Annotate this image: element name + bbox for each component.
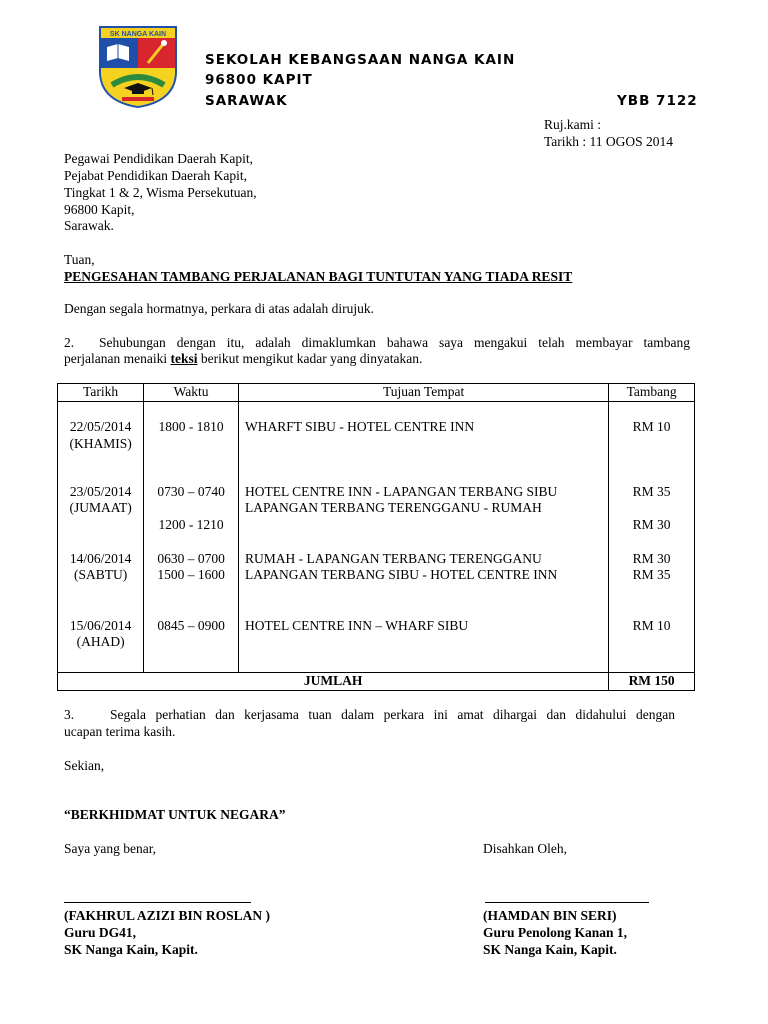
row-time: 1500 – 1600 bbox=[157, 567, 225, 582]
table-header-row bbox=[58, 384, 695, 402]
right-signatory-place: SK Nanga Kain, Kapit. bbox=[483, 942, 617, 957]
paragraph-1: Dengan segala hormatnya, perkara di atas adalah dirujuk. bbox=[64, 301, 374, 316]
row-time: 0630 – 0700 bbox=[157, 550, 225, 566]
row-fare: RM 35 bbox=[632, 567, 671, 582]
row-destination: RUMAH - LAPANGAN TERBANG TERENGGANU bbox=[244, 550, 542, 566]
row-destination: LAPANGAN TERBANG SIBU - HOTEL CENTRE INN bbox=[244, 567, 558, 582]
school-crest-logo bbox=[98, 25, 178, 109]
row-fare: RM 10 bbox=[632, 617, 671, 633]
row-time: 0730 – 0740 bbox=[157, 483, 225, 499]
row-fare: RM 30 bbox=[632, 550, 671, 566]
right-signatory-title: Guru Penolong Kanan 1, bbox=[483, 925, 628, 940]
closing: Sekian, bbox=[64, 758, 105, 773]
recipient-line: Sarawak. bbox=[64, 218, 114, 233]
header-tambang: Tambang bbox=[609, 384, 695, 402]
school-postcode-city: 96800 KAPIT bbox=[205, 72, 313, 88]
recipient-line: 96800 Kapit, bbox=[64, 202, 135, 217]
paragraph-2-number: 2. bbox=[64, 335, 75, 350]
header-waktu: Waktu bbox=[144, 384, 239, 402]
paragraph-2-line-1: Sehubungan dengan itu, adalah dimaklumkan bahawa saya mengakui telah membayar tambang bbox=[99, 335, 690, 350]
row-time: 1200 - 1210 bbox=[158, 516, 224, 532]
salutation: Tuan, bbox=[64, 252, 95, 267]
row-date: 22/05/2014 bbox=[69, 419, 132, 434]
left-signatory-name: (FAKHRUL AZIZI BIN ROSLAN ) bbox=[64, 908, 271, 923]
letter-date: Tarikh : 11 OGOS 2014 bbox=[544, 134, 674, 149]
row-fare: RM 10 bbox=[632, 419, 671, 434]
right-signature-line bbox=[485, 902, 649, 903]
row-destination: WHARFT SIBU - HOTEL CENTRE INN bbox=[244, 419, 475, 434]
left-signature-line bbox=[64, 902, 251, 903]
logo-banner-text: SK NANGA KAIN bbox=[109, 31, 167, 38]
row-date: 23/05/2014 bbox=[69, 483, 132, 499]
motto: “BERKHIDMAT UNTUK NEGARA” bbox=[64, 807, 286, 822]
letter-subject: PENGESAHAN TAMBANG PERJALANAN BAGI TUNTUTAN YANG TIADA RESIT bbox=[64, 269, 573, 284]
paragraph-3-line-2: ucapan terima kasih. bbox=[64, 724, 176, 739]
emphasis-taxi: teksi bbox=[170, 351, 198, 366]
reference-number: Ruj.kami : bbox=[544, 117, 601, 132]
total-label: JUMLAH bbox=[58, 673, 609, 691]
header-tarikh: Tarikh bbox=[58, 384, 144, 402]
row-day: (KHAMIS) bbox=[69, 435, 132, 451]
row-date: 15/06/2014 bbox=[69, 617, 132, 633]
row-destination: HOTEL CENTRE INN – WHARF SIBU bbox=[244, 617, 469, 633]
right-signature-intro: Disahkan Oleh, bbox=[483, 841, 567, 856]
table-total-row bbox=[58, 673, 695, 691]
recipient-line: Pejabat Pendidikan Daerah Kapit, bbox=[64, 168, 247, 183]
header-tujuan-tempat: Tujuan Tempat bbox=[238, 384, 608, 402]
recipient-line: Tingkat 1 & 2, Wisma Persekutuan, bbox=[64, 185, 257, 200]
fare-table bbox=[57, 383, 695, 691]
school-name: SEKOLAH KEBANGSAAN NANGA KAIN bbox=[205, 52, 516, 68]
row-destination: LAPANGAN TERBANG TERENGGANU - RUMAH bbox=[244, 500, 542, 515]
left-signature-intro: Saya yang benar, bbox=[64, 841, 157, 856]
left-signatory-title: Guru DG41, bbox=[64, 925, 137, 940]
row-day: (JUMAAT) bbox=[69, 500, 132, 515]
paragraph-2-line-2: perjalanan menaiki teksi berikut mengikut kadar yang dinyatakan. bbox=[64, 351, 423, 366]
row-time: 0845 – 0900 bbox=[157, 617, 225, 633]
right-signatory-name: (HAMDAN BIN SERI) bbox=[483, 908, 617, 923]
row-destination: HOTEL CENTRE INN - LAPANGAN TERBANG SIBU bbox=[244, 483, 558, 499]
school-code: YBB 7122 bbox=[617, 93, 698, 109]
row-day: (AHAD) bbox=[76, 634, 125, 649]
table-row bbox=[58, 402, 695, 484]
paragraph-3-line-1: Segala perhatian dan kerjasama tuan dalam perkara ini amat dihargai dan didahului dengan bbox=[110, 707, 675, 722]
total-value: RM 150 bbox=[609, 673, 695, 691]
row-time: 1800 - 1810 bbox=[158, 419, 224, 434]
school-state: SARAWAK bbox=[205, 93, 288, 109]
table-row bbox=[58, 484, 695, 551]
table-row bbox=[58, 551, 695, 618]
row-date: 14/06/2014 bbox=[69, 550, 132, 566]
row-fare: RM 30 bbox=[632, 516, 671, 532]
left-signatory-place: SK Nanga Kain, Kapit. bbox=[64, 942, 198, 957]
paragraph-3-number: 3. bbox=[64, 707, 75, 722]
row-fare: RM 35 bbox=[632, 483, 671, 499]
table-row bbox=[58, 618, 695, 673]
recipient-line: Pegawai Pendidikan Daerah Kapit, bbox=[64, 151, 253, 166]
row-day: (SABTU) bbox=[73, 567, 128, 582]
